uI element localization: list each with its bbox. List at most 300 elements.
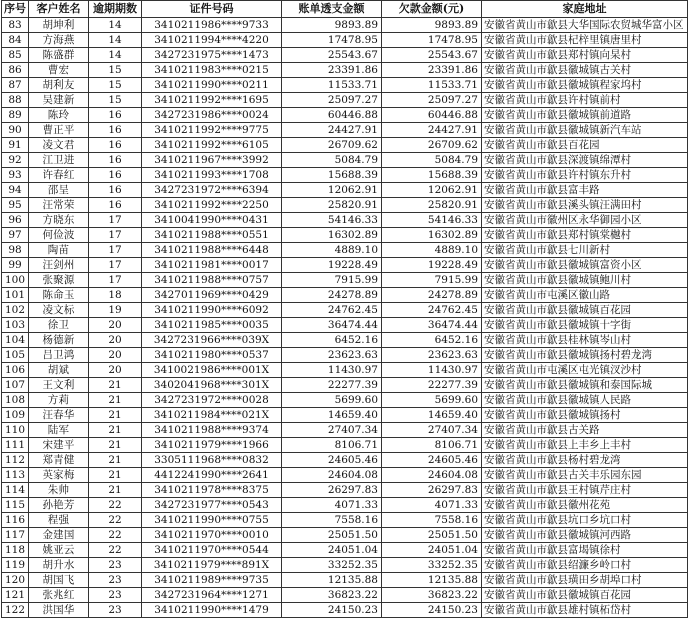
overdue-periods-cell: 16 <box>89 138 142 153</box>
customer-name-cell: 方海燕 <box>29 33 89 48</box>
customer-name-cell: 程强 <box>29 513 89 528</box>
overdue-periods-cell: 17 <box>89 243 142 258</box>
table-row <box>2 288 688 303</box>
overdraft-amount-cell: 24605.46 <box>282 453 382 468</box>
overdue-periods-cell: 15 <box>89 93 142 108</box>
row-index-cell: 98 <box>2 243 29 258</box>
row-index-cell: 87 <box>2 78 29 93</box>
home-address-cell: 安徽省黄山市歙县徽城镇河西路 <box>482 528 688 543</box>
overdue-periods-cell: 16 <box>89 198 142 213</box>
owed-amount-cell: 12062.91 <box>382 183 482 198</box>
overdraft-amount-cell: 24278.89 <box>282 288 382 303</box>
id-number-cell: 3410211992****6105 <box>142 138 282 153</box>
overdue-periods-cell: 20 <box>89 348 142 363</box>
overdue-periods-cell: 18 <box>89 288 142 303</box>
owed-amount-cell: 24604.08 <box>382 468 482 483</box>
overdue-periods-cell: 21 <box>89 438 142 453</box>
table-row <box>2 243 688 258</box>
overdraft-amount-cell: 25051.50 <box>282 528 382 543</box>
home-address-cell: 安徽省黄山市屯溪区徽山路 <box>482 288 688 303</box>
customer-name-cell: 方晓东 <box>29 213 89 228</box>
overdraft-amount-cell: 7558.16 <box>282 513 382 528</box>
home-address-cell: 安徽省黄山市歙县上丰乡上丰村 <box>482 438 688 453</box>
overdraft-amount-cell: 5084.79 <box>282 153 382 168</box>
row-index-cell: 122 <box>2 603 29 618</box>
customer-name-cell: 姚亚云 <box>29 543 89 558</box>
table-row <box>2 393 688 408</box>
table-row <box>2 303 688 318</box>
home-address-cell: 安徽省黄山市歙县富丰路 <box>482 183 688 198</box>
id-number-cell: 3410211967****3992 <box>142 153 282 168</box>
customer-name-cell: 陈盛群 <box>29 48 89 63</box>
home-address-cell: 安徽省黄山市歙县深渡镇绵潭村 <box>482 153 688 168</box>
id-number-cell: 3427231977****0543 <box>142 498 282 513</box>
row-index-cell: 102 <box>2 303 29 318</box>
id-number-cell: 3410211993****1708 <box>142 168 282 183</box>
owed-amount-cell: 5084.79 <box>382 153 482 168</box>
table-row <box>2 108 688 123</box>
overdraft-amount-cell: 23391.86 <box>282 63 382 78</box>
owed-amount-cell: 23391.86 <box>382 63 482 78</box>
home-address-cell: 安徽省黄山市歙县徽州花苑 <box>482 498 688 513</box>
home-address-cell: 安徽省黄山市歙县徽城镇和泰国际城 <box>482 378 688 393</box>
overdraft-amount-cell: 12135.88 <box>282 573 382 588</box>
overdraft-amount-cell: 26297.83 <box>282 483 382 498</box>
owed-amount-cell: 15688.39 <box>382 168 482 183</box>
row-index-cell: 91 <box>2 138 29 153</box>
table-row <box>2 498 688 513</box>
owed-amount-cell: 4071.33 <box>382 498 482 513</box>
table-row <box>2 78 688 93</box>
overdue-periods-cell: 22 <box>89 528 142 543</box>
row-index-cell: 103 <box>2 318 29 333</box>
overdraft-amount-cell: 19228.49 <box>282 258 382 273</box>
header-id-number: 证件号码 <box>142 1 282 18</box>
overdraft-amount-cell: 11430.97 <box>282 363 382 378</box>
id-number-cell: 3410211994****4220 <box>142 33 282 48</box>
owed-amount-cell: 25543.67 <box>382 48 482 63</box>
table-row <box>2 138 688 153</box>
overdraft-amount-cell: 12062.91 <box>282 183 382 198</box>
row-index-cell: 105 <box>2 348 29 363</box>
customer-name-cell: 何俭波 <box>29 228 89 243</box>
id-number-cell: 3410211980****0537 <box>142 348 282 363</box>
table-row <box>2 258 688 273</box>
overdue-periods-cell: 16 <box>89 183 142 198</box>
customer-name-cell: 陈玲 <box>29 108 89 123</box>
customer-name-cell: 许春红 <box>29 168 89 183</box>
overdraft-amount-cell: 60446.88 <box>282 108 382 123</box>
table-row <box>2 213 688 228</box>
row-index-cell: 83 <box>2 18 29 33</box>
customer-name-cell: 方莉 <box>29 393 89 408</box>
header-row <box>2 1 688 18</box>
owed-amount-cell: 24278.89 <box>382 288 482 303</box>
row-index-cell: 120 <box>2 573 29 588</box>
row-index-cell: 109 <box>2 408 29 423</box>
table-row <box>2 168 688 183</box>
overdraft-amount-cell: 27407.34 <box>282 423 382 438</box>
overdue-periods-cell: 23 <box>89 558 142 573</box>
owed-amount-cell: 23623.63 <box>382 348 482 363</box>
customer-name-cell: 杨德新 <box>29 333 89 348</box>
home-address-cell: 安徽省黄山市徽州区永华御园小区 <box>482 213 688 228</box>
overdue-periods-cell: 20 <box>89 333 142 348</box>
table-row <box>2 228 688 243</box>
overdue-periods-cell: 14 <box>89 18 142 33</box>
id-number-cell: 3410211990****0755 <box>142 513 282 528</box>
customer-name-cell: 汪常荣 <box>29 198 89 213</box>
owed-amount-cell: 33252.35 <box>382 558 482 573</box>
owed-amount-cell: 12135.88 <box>382 573 482 588</box>
overdraft-amount-cell: 14659.40 <box>282 408 382 423</box>
owed-amount-cell: 19228.49 <box>382 258 482 273</box>
owed-amount-cell: 11533.71 <box>382 78 482 93</box>
owed-amount-cell: 27407.34 <box>382 423 482 438</box>
overdraft-amount-cell: 25097.27 <box>282 93 382 108</box>
owed-amount-cell: 24051.04 <box>382 543 482 558</box>
customer-name-cell: 曹正平 <box>29 123 89 138</box>
overdue-periods-cell: 17 <box>89 228 142 243</box>
table-row <box>2 423 688 438</box>
home-address-cell: 安徽省黄山市歙县徽城镇前道路 <box>482 108 688 123</box>
row-index-cell: 96 <box>2 213 29 228</box>
table-row <box>2 183 688 198</box>
id-number-cell: 3410211979****891X <box>142 558 282 573</box>
owed-amount-cell: 26709.62 <box>382 138 482 153</box>
overdraft-amount-cell: 4071.33 <box>282 498 382 513</box>
overdue-periods-cell: 21 <box>89 483 142 498</box>
header-owed-amount: 欠款金额(元) <box>382 1 482 18</box>
overdue-periods-cell: 15 <box>89 63 142 78</box>
home-address-cell: 安徽省黄山市歙县许村镇东升村 <box>482 168 688 183</box>
id-number-cell: 3410211992****9775 <box>142 123 282 138</box>
table-row <box>2 153 688 168</box>
overdraft-amount-cell: 54146.33 <box>282 213 382 228</box>
row-index-cell: 86 <box>2 63 29 78</box>
overdue-periods-cell: 19 <box>89 303 142 318</box>
header-overdue-periods: 逾期期数 <box>89 1 142 18</box>
table-row <box>2 378 688 393</box>
home-address-cell: 安徽省黄山市歙县徽城镇富资小区 <box>482 258 688 273</box>
customer-name-cell: 凌文标 <box>29 303 89 318</box>
overdraft-amount-cell: 33252.35 <box>282 558 382 573</box>
customer-name-cell: 胡斌 <box>29 363 89 378</box>
owed-amount-cell: 14659.40 <box>382 408 482 423</box>
id-number-cell: 3427231972****6394 <box>142 183 282 198</box>
overdraft-amount-cell: 36823.22 <box>282 588 382 603</box>
overdraft-amount-cell: 22277.39 <box>282 378 382 393</box>
overdraft-amount-cell: 11533.71 <box>282 78 382 93</box>
home-address-cell: 安徽省黄山市歙县徽城镇新汽车站 <box>482 123 688 138</box>
overdue-periods-cell: 20 <box>89 363 142 378</box>
customer-name-cell: 朱帅 <box>29 483 89 498</box>
home-address-cell: 安徽省黄山市歙县坑口乡坑口村 <box>482 513 688 528</box>
customer-name-cell: 陶苗 <box>29 243 89 258</box>
overdue-periods-cell: 17 <box>89 258 142 273</box>
id-number-cell: 3402041968****301X <box>142 378 282 393</box>
table-row <box>2 318 688 333</box>
home-address-cell: 安徽省黄山市屯溪区屯光镇汊沙村 <box>482 363 688 378</box>
id-number-cell: 3410211970****0010 <box>142 528 282 543</box>
table-row <box>2 438 688 453</box>
customer-name-cell: 张聚源 <box>29 273 89 288</box>
home-address-cell: 安徽省黄山市歙县富堨镇徐村 <box>482 543 688 558</box>
home-address-cell: 安徽省黄山市歙县郑村镇棠樾村 <box>482 228 688 243</box>
id-number-cell: 3410211986****9733 <box>142 18 282 33</box>
overdraft-amount-cell: 36474.44 <box>282 318 382 333</box>
id-number-cell: 3410041990****0431 <box>142 213 282 228</box>
customer-name-cell: 胡升水 <box>29 558 89 573</box>
row-index-cell: 89 <box>2 108 29 123</box>
home-address-cell: 安徽省黄山市歙县徽城镇扬村 <box>482 408 688 423</box>
overdue-periods-cell: 23 <box>89 573 142 588</box>
overdraft-amount-cell: 16302.89 <box>282 228 382 243</box>
overdue-periods-cell: 16 <box>89 153 142 168</box>
overdue-periods-cell: 21 <box>89 378 142 393</box>
table-row <box>2 588 688 603</box>
customer-name-cell: 胡国飞 <box>29 573 89 588</box>
row-index-cell: 106 <box>2 363 29 378</box>
home-address-cell: 安徽省黄山市歙县郑村镇向杲村 <box>482 48 688 63</box>
overdue-periods-cell: 20 <box>89 318 142 333</box>
home-address-cell: 安徽省黄山市歙县七川新村 <box>482 243 688 258</box>
row-index-cell: 95 <box>2 198 29 213</box>
id-number-cell: 3410211983****0215 <box>142 63 282 78</box>
row-index-cell: 101 <box>2 288 29 303</box>
owed-amount-cell: 6452.16 <box>382 333 482 348</box>
row-index-cell: 108 <box>2 393 29 408</box>
home-address-cell: 安徽省黄山市歙县溪头镇汪满田村 <box>482 198 688 213</box>
row-index-cell: 114 <box>2 483 29 498</box>
id-number-cell: 3410211978****8375 <box>142 483 282 498</box>
id-number-cell: 3427231972****0028 <box>142 393 282 408</box>
customer-name-cell: 汪剑州 <box>29 258 89 273</box>
table-row <box>2 528 688 543</box>
overdue-periods-cell: 16 <box>89 123 142 138</box>
table-row <box>2 48 688 63</box>
row-index-cell: 117 <box>2 528 29 543</box>
table-row <box>2 333 688 348</box>
row-index-cell: 97 <box>2 228 29 243</box>
owed-amount-cell: 24150.23 <box>382 603 482 618</box>
overdraft-amount-cell: 23623.63 <box>282 348 382 363</box>
home-address-cell: 安徽省黄山市歙县许村镇前村 <box>482 93 688 108</box>
overdraft-amount-cell: 9893.89 <box>282 18 382 33</box>
overdraft-amount-cell: 8106.71 <box>282 438 382 453</box>
table-row <box>2 558 688 573</box>
table-body <box>2 18 688 618</box>
home-address-cell: 安徽省黄山市歙县徽城镇古关村 <box>482 63 688 78</box>
overdue-periods-cell: 14 <box>89 48 142 63</box>
home-address-cell: 安徽省黄山市歙县百花园 <box>482 138 688 153</box>
overdraft-amount-cell: 24150.23 <box>282 603 382 618</box>
overdraft-amount-cell: 4889.10 <box>282 243 382 258</box>
overdraft-amount-cell: 25820.91 <box>282 198 382 213</box>
owed-amount-cell: 26297.83 <box>382 483 482 498</box>
customer-name-cell: 金建国 <box>29 528 89 543</box>
overdue-periods-cell: 22 <box>89 543 142 558</box>
table-row <box>2 468 688 483</box>
overdue-periods-cell: 23 <box>89 588 142 603</box>
header-overdraft-amount: 账单透支金额 <box>282 1 382 18</box>
id-number-cell: 3305111968****0832 <box>142 453 282 468</box>
owed-amount-cell: 25051.50 <box>382 528 482 543</box>
overdraft-amount-cell: 24604.08 <box>282 468 382 483</box>
customer-name-cell: 陆军 <box>29 423 89 438</box>
owed-amount-cell: 7915.99 <box>382 273 482 288</box>
home-address-cell: 安徽省黄山市歙县徽城镇鲍川村 <box>482 273 688 288</box>
id-number-cell: 3410211990****6092 <box>142 303 282 318</box>
home-address-cell: 安徽省黄山市歙县雄村镇柘岱村 <box>482 603 688 618</box>
home-address-cell: 安徽省黄山市歙县徽城镇百花园 <box>482 303 688 318</box>
customer-name-cell: 宋建平 <box>29 438 89 453</box>
id-number-cell: 3410211970****0544 <box>142 543 282 558</box>
owed-amount-cell: 7558.16 <box>382 513 482 528</box>
overdraft-amount-cell: 24427.91 <box>282 123 382 138</box>
home-address-cell: 安徽省黄山市歙县徽城镇扬村碧龙湾 <box>482 348 688 363</box>
customer-name-cell: 徐卫 <box>29 318 89 333</box>
row-index-cell: 88 <box>2 93 29 108</box>
customer-name-cell: 洪国华 <box>29 603 89 618</box>
row-index-cell: 111 <box>2 438 29 453</box>
table-row <box>2 603 688 618</box>
id-number-cell: 3410021986****001X <box>142 363 282 378</box>
table-row <box>2 198 688 213</box>
table-row <box>2 483 688 498</box>
overdue-periods-cell: 16 <box>89 168 142 183</box>
overdue-periods-cell: 16 <box>89 108 142 123</box>
table-row <box>2 513 688 528</box>
overdraft-amount-cell: 7915.99 <box>282 273 382 288</box>
customer-name-cell: 孙艳芳 <box>29 498 89 513</box>
customer-name-cell: 邵呈 <box>29 183 89 198</box>
owed-amount-cell: 11430.97 <box>382 363 482 378</box>
owed-amount-cell: 8106.71 <box>382 438 482 453</box>
overdraft-amount-cell: 5699.60 <box>282 393 382 408</box>
id-number-cell: 3410211989****9735 <box>142 573 282 588</box>
home-address-cell: 安徽省黄山市歙县大华国际农贸城华富小区 <box>482 18 688 33</box>
owed-amount-cell: 9893.89 <box>382 18 482 33</box>
id-number-cell: 3410211988****9374 <box>142 423 282 438</box>
owed-amount-cell: 54146.33 <box>382 213 482 228</box>
overdue-periods-cell: 21 <box>89 423 142 438</box>
row-index-cell: 112 <box>2 453 29 468</box>
home-address-cell: 安徽省黄山市歙县徽城镇人民路 <box>482 393 688 408</box>
header-home-address: 家庭地址 <box>482 1 688 18</box>
id-number-cell: 3410211988****6448 <box>142 243 282 258</box>
row-index-cell: 121 <box>2 588 29 603</box>
table-row <box>2 18 688 33</box>
customer-name-cell: 吕卫鸿 <box>29 348 89 363</box>
overdue-customer-table <box>1 0 688 618</box>
table-row <box>2 453 688 468</box>
table-row <box>2 363 688 378</box>
home-address-cell: 安徽省黄山市歙县绍濂乡岭口村 <box>482 558 688 573</box>
owed-amount-cell: 60446.88 <box>382 108 482 123</box>
row-index-cell: 92 <box>2 153 29 168</box>
table-row <box>2 33 688 48</box>
id-number-cell: 3410211979****1966 <box>142 438 282 453</box>
home-address-cell: 安徽省黄山市歙县桂林镇岑山村 <box>482 333 688 348</box>
id-number-cell: 3410211988****0757 <box>142 273 282 288</box>
overdraft-amount-cell: 15688.39 <box>282 168 382 183</box>
overdraft-amount-cell: 25543.67 <box>282 48 382 63</box>
id-number-cell: 3410211981****0017 <box>142 258 282 273</box>
row-index-cell: 99 <box>2 258 29 273</box>
customer-name-cell: 江卫进 <box>29 153 89 168</box>
owed-amount-cell: 36823.22 <box>382 588 482 603</box>
owed-amount-cell: 24762.45 <box>382 303 482 318</box>
home-address-cell: 安徽省黄山市歙县徽城镇百花园 <box>482 588 688 603</box>
row-index-cell: 94 <box>2 183 29 198</box>
home-address-cell: 安徽省黄山市歙县徽城镇程家坞村 <box>482 78 688 93</box>
row-index-cell: 104 <box>2 333 29 348</box>
id-number-cell: 3410211992****1695 <box>142 93 282 108</box>
owed-amount-cell: 4889.10 <box>382 243 482 258</box>
table-row <box>2 93 688 108</box>
customer-name-cell: 张兆红 <box>29 588 89 603</box>
customer-name-cell: 胡利友 <box>29 78 89 93</box>
row-index-cell: 100 <box>2 273 29 288</box>
customer-name-cell: 凌文君 <box>29 138 89 153</box>
id-number-cell: 3410211990****0211 <box>142 78 282 93</box>
table-row <box>2 543 688 558</box>
owed-amount-cell: 24605.46 <box>382 453 482 468</box>
overdraft-amount-cell: 24762.45 <box>282 303 382 318</box>
customer-name-cell: 吴建新 <box>29 93 89 108</box>
overdue-periods-cell: 23 <box>89 603 142 618</box>
id-number-cell: 3427231964****1271 <box>142 588 282 603</box>
id-number-cell: 3410211985****0035 <box>142 318 282 333</box>
table-row <box>2 348 688 363</box>
row-index-cell: 107 <box>2 378 29 393</box>
customer-name-cell: 曹宏 <box>29 63 89 78</box>
id-number-cell: 3410211992****2250 <box>142 198 282 213</box>
id-number-cell: 3427231966****039X <box>142 333 282 348</box>
owed-amount-cell: 25820.91 <box>382 198 482 213</box>
home-address-cell: 安徽省黄山市歙县徽城镇十字街 <box>482 318 688 333</box>
row-index-cell: 85 <box>2 48 29 63</box>
id-number-cell: 3427011969****0429 <box>142 288 282 303</box>
customer-name-cell: 郑青健 <box>29 453 89 468</box>
header-index: 序号 <box>2 1 29 18</box>
row-index-cell: 93 <box>2 168 29 183</box>
overdue-periods-cell: 21 <box>89 408 142 423</box>
customer-name-cell: 胡坤利 <box>29 18 89 33</box>
owed-amount-cell: 36474.44 <box>382 318 482 333</box>
overdue-periods-cell: 17 <box>89 273 142 288</box>
overdraft-amount-cell: 26709.62 <box>282 138 382 153</box>
overdue-periods-cell: 21 <box>89 453 142 468</box>
owed-amount-cell: 5699.60 <box>382 393 482 408</box>
customer-name-cell: 王文利 <box>29 378 89 393</box>
home-address-cell: 安徽省黄山市歙县杞梓里镇唐里村 <box>482 33 688 48</box>
row-index-cell: 110 <box>2 423 29 438</box>
table-row <box>2 573 688 588</box>
row-index-cell: 118 <box>2 543 29 558</box>
header-customer-name: 客户姓名 <box>29 1 89 18</box>
id-number-cell: 3410211984****021X <box>142 408 282 423</box>
id-number-cell: 3410211990****1479 <box>142 603 282 618</box>
owed-amount-cell: 17478.95 <box>382 33 482 48</box>
owed-amount-cell: 25097.27 <box>382 93 482 108</box>
overdue-periods-cell: 14 <box>89 33 142 48</box>
overdue-periods-cell: 17 <box>89 213 142 228</box>
customer-name-cell: 陈命玉 <box>29 288 89 303</box>
home-address-cell: 安徽省黄山市歙县古关丰乐园东园 <box>482 468 688 483</box>
customer-name-cell: 汪春华 <box>29 408 89 423</box>
